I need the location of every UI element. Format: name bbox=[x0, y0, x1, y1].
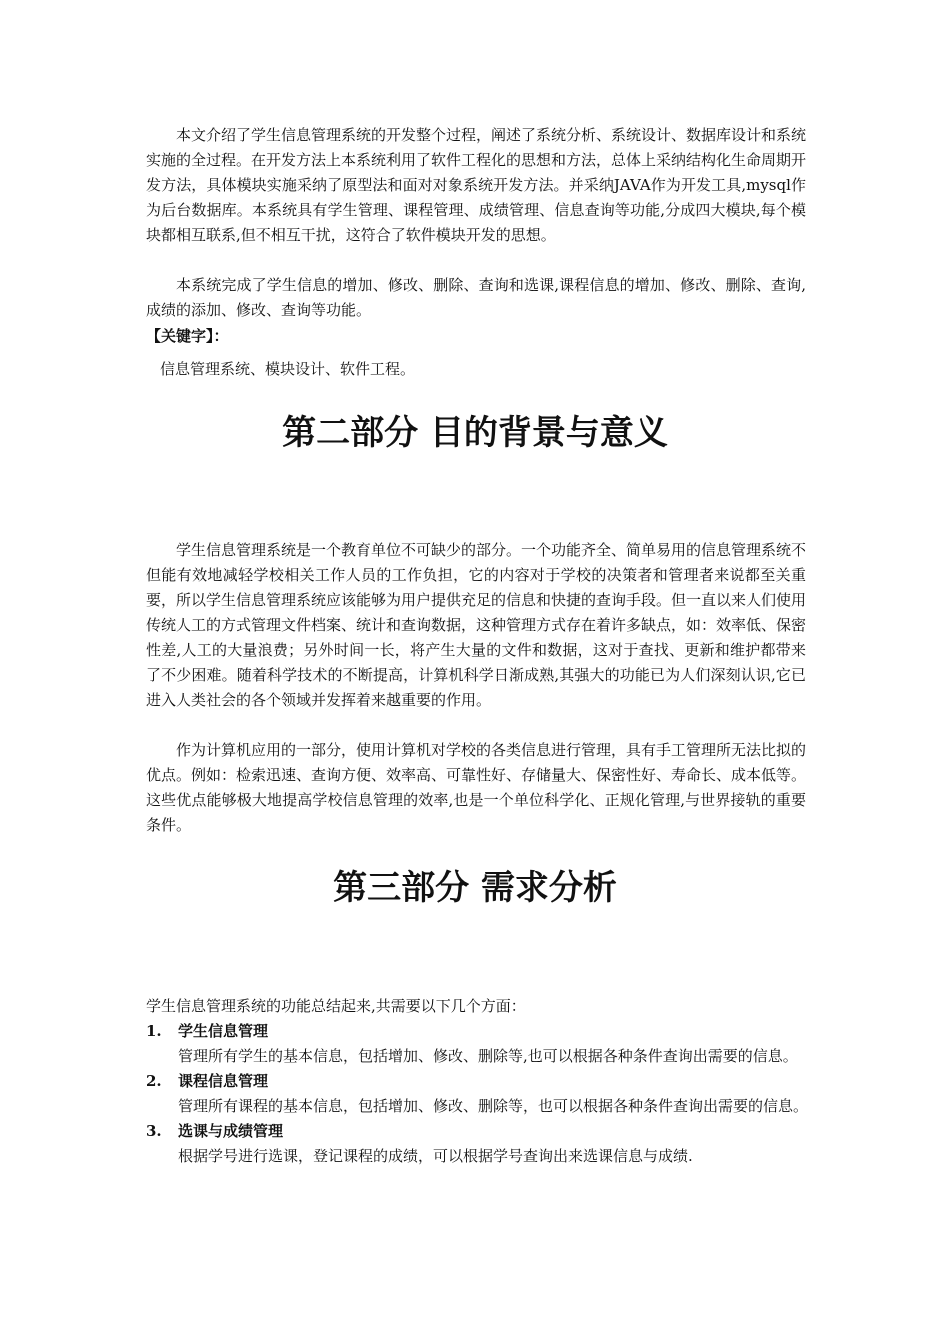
abstract-paragraph-2: 本系统完成了学生信息的增加、修改、删除、查询和选课,课程信息的增加、修改、删除、查询,成绩的添加、修改、查询等功能。 bbox=[146, 276, 806, 319]
keywords-label: 【关键字】： bbox=[146, 327, 229, 345]
keywords-text: 信息管理系统、模块设计、软件工程。 bbox=[160, 360, 416, 378]
requirements-list bbox=[146, 1019, 810, 1169]
section-2-heading: 第二部分 目的背景与意义 bbox=[282, 413, 668, 453]
abstract-paragraph-1: 本文介绍了学生信息管理系统的开发整个过程，阐述了系统分析、系统设计、数据库设计和系统实施的全过程。在开发方法上本系统利用了软件工程化的思想和方法，总体上采纳结构化生命周期开发方法，具体模块实施采纳了原型法和面对对象系统开发方法。并采纳JAVA作为开发工具,mysql作为后台数据库。本系统具有学生管理、课程管理、成绩管理、信息查询等功能,分成四大模块,每个模块都相互联系,但不相互干扰，这符合了软件模块开发的思想。 bbox=[146, 126, 807, 244]
list-item-title: 课程信息管理 bbox=[178, 1072, 269, 1090]
list-item-number: 2. bbox=[146, 1072, 162, 1090]
list-item-number: 3. bbox=[146, 1122, 162, 1140]
section-3-heading: 第三部分 需求分析 bbox=[333, 868, 617, 908]
list-item bbox=[146, 1069, 810, 1119]
list-item-title: 选课与成绩管理 bbox=[178, 1122, 284, 1140]
section-2-paragraph-1: 学生信息管理系统是一个教育单位不可缺少的部分。一个功能齐全、简单易用的信息管理系统不但能有效地减轻学校相关工作人员的工作负担，它的内容对于学校的决策者和管理者来说都至关重要，所以学生信息管理系统应该能够为用户提供充足的信息和快捷的查询手段。但一直以来人们使用传统人工的方式管理文件档案、统计和查询数据，这种管理方式存在着许多缺点，如：效率低、保密性差,人工的大量浪费；另外时间一长，将产生大量的文件和数据，这对于查找、更新和维护都带来了不少困难。随着科学技术的不断提高，计算机科学日渐成熟,其强大的功能已为人们深刻认识,它已进入人类社会的各个领域并发挥着来越重要的作用。 bbox=[146, 541, 807, 709]
list-item bbox=[146, 1119, 810, 1169]
list-item-description: 管理所有学生的基本信息，包括增加、修改、删除等,也可以根据各种条件查询出需要的信息。 bbox=[178, 1047, 798, 1065]
list-item-description: 管理所有课程的基本信息，包括增加、修改、删除等，也可以根据各种条件查询出需要的信息。 bbox=[178, 1097, 809, 1115]
list-item-number: 1. bbox=[146, 1022, 162, 1040]
section-2-paragraph-2: 作为计算机应用的一部分，使用计算机对学校的各类信息进行管理，具有手工管理所无法比拟的优点。例如：检索迅速、查询方便、效率高、可靠性好、存储量大、保密性好、寿命长、成本低等。这些优点能够极大地提高学校信息管理的效率,也是一个单位科学化、正规化管理,与世界接轨的重要条件。 bbox=[146, 741, 807, 834]
list-item bbox=[146, 1019, 810, 1069]
list-item-title: 学生信息管理 bbox=[178, 1022, 269, 1040]
list-item-description: 根据学号进行选课，登记课程的成绩，可以根据学号查询出来选课信息与成绩. bbox=[178, 1147, 693, 1165]
section-3-intro: 学生信息管理系统的功能总结起来,共需要以下几个方面： bbox=[146, 997, 526, 1015]
